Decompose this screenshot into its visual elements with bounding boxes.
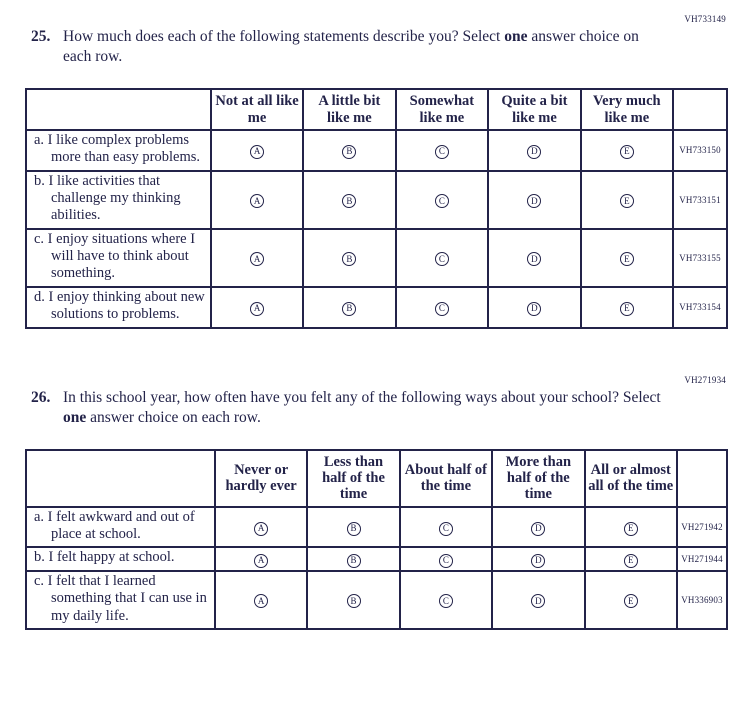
- question-prompt: [25, 27, 728, 67]
- question-prompt: [25, 388, 728, 428]
- answer-cell: [215, 571, 307, 629]
- row-code: VH733150: [673, 130, 727, 171]
- answer-bubble-a[interactable]: A: [254, 522, 268, 536]
- answer-bubble-e[interactable]: E: [624, 522, 638, 536]
- answer-cell: [303, 171, 395, 229]
- statement-text: b. I like activities that challenge my thinking abilities.: [26, 171, 211, 229]
- answer-bubble-a[interactable]: A: [250, 302, 264, 316]
- question-number: 25.: [31, 28, 51, 45]
- column-header: A little bit like me: [303, 89, 395, 129]
- answer-cell: [303, 130, 395, 171]
- answer-cell: [400, 547, 492, 570]
- statement-row: [26, 171, 727, 229]
- statement-text: c. I enjoy situations where I will have to think about something.: [26, 229, 211, 287]
- answer-cell: [492, 507, 584, 548]
- answer-cell: [488, 287, 580, 328]
- statement-text: a. I felt awkward and out of place at school.: [26, 507, 215, 548]
- answer-bubble-c[interactable]: C: [435, 302, 449, 316]
- statement-text: a. I like complex problems more than easy problems.: [26, 130, 211, 171]
- answer-bubble-b[interactable]: B: [347, 522, 361, 536]
- answer-cell: [211, 287, 303, 328]
- answer-bubble-e[interactable]: E: [620, 194, 634, 208]
- code-column-header: [677, 450, 727, 507]
- statement-row: [26, 507, 727, 548]
- answer-cell: [488, 229, 580, 287]
- statement-text: d. I enjoy thinking about new solutions to problems.: [26, 287, 211, 328]
- answer-bubble-d[interactable]: D: [527, 252, 541, 266]
- answer-bubble-e[interactable]: E: [620, 252, 634, 266]
- column-header: All or almost all of the time: [585, 450, 677, 507]
- answer-cell: [581, 229, 673, 287]
- answer-cell: [581, 130, 673, 171]
- statement-row: [26, 229, 727, 287]
- header-row: [26, 450, 727, 507]
- answer-cell: [211, 229, 303, 287]
- answer-cell: [396, 229, 489, 287]
- answer-bubble-d[interactable]: D: [527, 145, 541, 159]
- statement-row: [26, 547, 727, 570]
- answer-bubble-a[interactable]: A: [254, 594, 268, 608]
- statement-row: [26, 571, 727, 629]
- statement-row: [26, 130, 727, 171]
- answer-cell: [585, 547, 677, 570]
- prompt-post: answer choice on each row.: [86, 408, 261, 426]
- question-25: [25, 14, 728, 329]
- answer-bubble-b[interactable]: B: [342, 302, 356, 316]
- answer-cell: [211, 130, 303, 171]
- column-header: Somewhat like me: [396, 89, 489, 129]
- statement-row: [26, 287, 727, 328]
- answer-cell: [307, 571, 399, 629]
- answer-bubble-b[interactable]: B: [342, 194, 356, 208]
- answer-bubble-c[interactable]: C: [435, 145, 449, 159]
- question-26: [25, 375, 728, 630]
- answer-cell: [215, 507, 307, 548]
- answer-bubble-e[interactable]: E: [620, 145, 634, 159]
- answer-bubble-e[interactable]: E: [624, 554, 638, 568]
- answer-cell: [400, 507, 492, 548]
- column-header: About half of the time: [400, 450, 492, 507]
- answer-cell: [307, 507, 399, 548]
- row-label-header: [26, 89, 211, 129]
- answer-cell: [303, 287, 395, 328]
- column-header: Very much like me: [581, 89, 673, 129]
- answer-bubble-a[interactable]: A: [250, 145, 264, 159]
- answer-bubble-b[interactable]: B: [342, 145, 356, 159]
- answer-bubble-a[interactable]: A: [250, 194, 264, 208]
- row-code: VH733154: [673, 287, 727, 328]
- answer-cell: [581, 171, 673, 229]
- answer-bubble-d[interactable]: D: [531, 522, 545, 536]
- answer-cell: [585, 571, 677, 629]
- prompt-post: answer choice on each row.: [63, 28, 639, 66]
- question-text: [63, 27, 663, 67]
- answer-cell: [215, 547, 307, 570]
- row-code: VH271942: [677, 507, 727, 548]
- answer-bubble-c[interactable]: C: [439, 594, 453, 608]
- statement-text: c. I felt that I learned something that I can use in my daily life.: [26, 571, 215, 629]
- code-column-header: [673, 89, 727, 129]
- answer-cell: [396, 171, 489, 229]
- answer-bubble-b[interactable]: B: [342, 252, 356, 266]
- answer-bubble-b[interactable]: B: [347, 554, 361, 568]
- column-header: More than half of the time: [492, 450, 584, 507]
- question-number: 26.: [31, 388, 51, 406]
- answer-cell: [581, 287, 673, 328]
- prompt-bold: one: [63, 408, 87, 426]
- answer-bubble-b[interactable]: B: [347, 594, 361, 608]
- question-code: VH271934: [684, 374, 726, 385]
- column-header: Never or hardly ever: [215, 450, 307, 507]
- answer-cell: [492, 547, 584, 570]
- answer-cell: [492, 571, 584, 629]
- header-row: [26, 89, 727, 129]
- response-table: [25, 88, 728, 328]
- answer-bubble-d[interactable]: D: [531, 554, 545, 568]
- answer-bubble-e[interactable]: E: [624, 594, 638, 608]
- prompt-bold: one: [504, 28, 528, 45]
- answer-bubble-a[interactable]: A: [254, 554, 268, 568]
- row-code: VH271944: [677, 547, 727, 570]
- column-header: Not at all like me: [211, 89, 303, 129]
- answer-cell: [307, 547, 399, 570]
- prompt-pre: How much does each of the following statements describe you? Select: [63, 28, 505, 45]
- answer-bubble-d[interactable]: D: [527, 194, 541, 208]
- answer-cell: [396, 287, 489, 328]
- answer-bubble-c[interactable]: C: [439, 554, 453, 568]
- statement-text: b. I felt happy at school.: [26, 547, 215, 570]
- response-table: [25, 449, 728, 630]
- row-code: VH336903: [677, 571, 727, 629]
- answer-cell: [488, 130, 580, 171]
- answer-bubble-e[interactable]: E: [620, 302, 634, 316]
- answer-bubble-c[interactable]: C: [435, 194, 449, 208]
- prompt-pre: In this school year, how often have you felt any of the following ways about your school? Select: [63, 388, 661, 406]
- answer-bubble-c[interactable]: C: [439, 522, 453, 536]
- column-header: Quite a bit like me: [488, 89, 580, 129]
- row-code: VH733155: [673, 229, 727, 287]
- answer-cell: [396, 130, 489, 171]
- row-label-header: [26, 450, 215, 507]
- answer-bubble-d[interactable]: D: [531, 594, 545, 608]
- answer-cell: [585, 507, 677, 548]
- answer-bubble-d[interactable]: D: [527, 302, 541, 316]
- answer-bubble-c[interactable]: C: [435, 252, 449, 266]
- answer-bubble-a[interactable]: A: [250, 252, 264, 266]
- answer-cell: [303, 229, 395, 287]
- question-code: VH733149: [684, 14, 726, 24]
- answer-cell: [211, 171, 303, 229]
- answer-cell: [400, 571, 492, 629]
- question-text: [63, 388, 663, 428]
- column-header: Less than half of the time: [307, 450, 399, 507]
- answer-cell: [488, 171, 580, 229]
- row-code: VH733151: [673, 171, 727, 229]
